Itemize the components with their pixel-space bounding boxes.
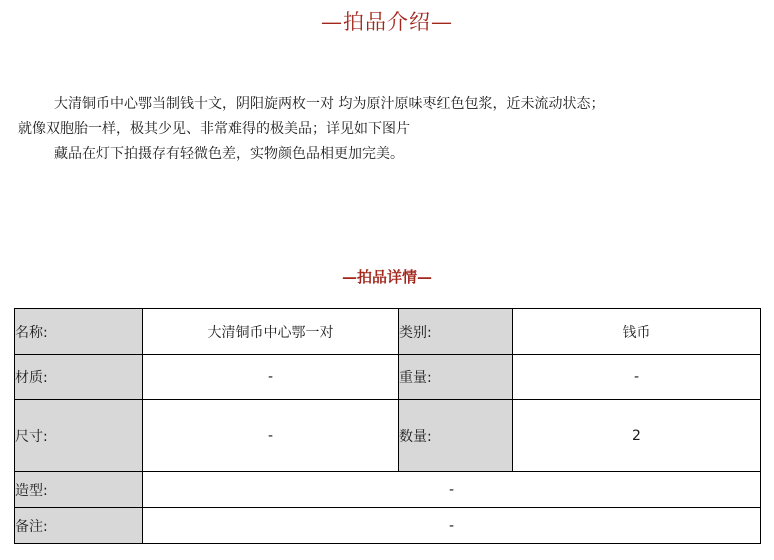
name-value: 大清铜币中心鄂一对 (143, 309, 399, 355)
category-value: 钱币 (513, 309, 761, 355)
weight-label: 重量: (399, 355, 513, 400)
details-table (14, 308, 761, 544)
details-title: —拍品详情— (341, 268, 432, 286)
shape-label: 造型: (15, 472, 143, 508)
table-row (15, 309, 761, 355)
table-row (15, 355, 761, 400)
note-value: - (143, 508, 761, 544)
intro-line-3: 藏品在灯下拍摄存有轻微色差，实物颜色品相更加完美。 (54, 146, 404, 162)
note-label: 备注: (15, 508, 143, 544)
quantity-value: 2 (513, 400, 761, 472)
name-label: 名称: (15, 309, 143, 355)
weight-value: - (513, 355, 761, 400)
size-label: 尺寸: (15, 400, 143, 472)
size-value: - (143, 400, 399, 472)
table-row (15, 472, 761, 508)
item-introduction (18, 92, 770, 167)
page-title: —拍品介绍— (321, 10, 453, 34)
material-value: - (143, 355, 399, 400)
material-label: 材质: (15, 355, 143, 400)
category-label: 类别: (399, 309, 513, 355)
quantity-label: 数量: (399, 400, 513, 472)
intro-line-2: 就像双胞胎一样，极其少见、非常难得的极美品；详见如下图片 (18, 121, 410, 137)
intro-line-1: 大清铜币中心鄂当制钱十文，阴阳旋两枚一对 均为原汁原味枣红色包浆，近未流动状态； (54, 96, 605, 112)
shape-value: - (143, 472, 761, 508)
table-row (15, 400, 761, 472)
table-row (15, 508, 761, 544)
